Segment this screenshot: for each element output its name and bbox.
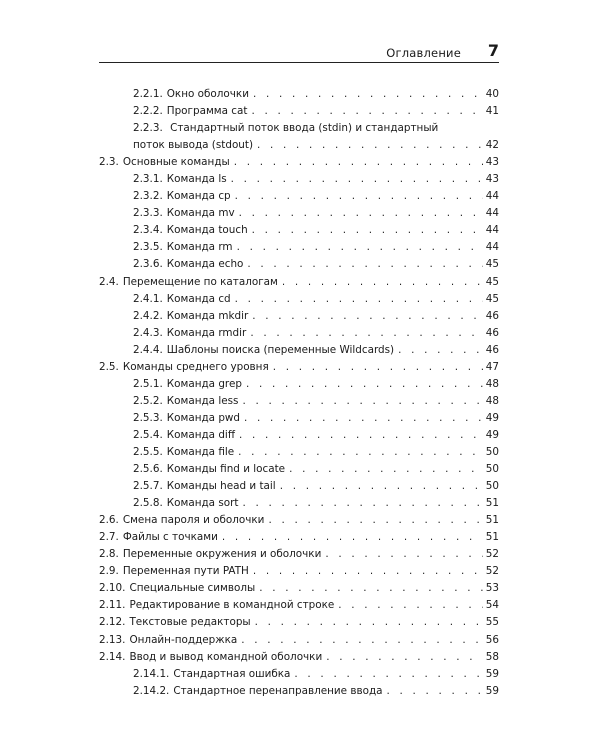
toc-title: Команда file <box>166 445 235 458</box>
toc-page: 41 <box>485 105 499 118</box>
toc-number: 2.3.6. <box>133 258 163 271</box>
toc-entry[interactable] <box>99 86 499 103</box>
toc-page: 51 <box>485 531 499 544</box>
dot-leader <box>222 529 483 546</box>
dot-leader <box>252 222 483 239</box>
toc-entry[interactable] <box>99 632 499 649</box>
toc-page: 54 <box>485 599 499 612</box>
dot-leader <box>242 393 483 410</box>
toc-number: 2.2.3. <box>133 122 163 135</box>
dot-leader <box>280 478 483 495</box>
dot-leader <box>234 154 483 171</box>
dot-leader <box>235 188 483 205</box>
toc-title: Команда ls <box>166 173 227 186</box>
toc-number: 2.3. <box>99 156 119 169</box>
toc-title: Команда echo <box>166 258 244 271</box>
dot-leader <box>253 86 483 103</box>
dot-leader <box>325 546 483 563</box>
toc-entry[interactable] <box>99 308 499 325</box>
toc-page: 45 <box>485 275 499 288</box>
toc-number: 2.4.2. <box>133 309 163 322</box>
toc-number: 2.5.8. <box>133 497 163 510</box>
dot-leader <box>251 103 483 120</box>
toc-entry[interactable] <box>99 512 499 529</box>
toc-title: Команда sort <box>166 497 239 510</box>
toc-title: Основные команды <box>122 156 230 169</box>
toc-number: 2.5.3. <box>133 411 163 424</box>
toc-number: 2.3.3. <box>133 207 163 220</box>
toc-page: 52 <box>485 548 499 561</box>
toc-number: 2.3.1. <box>133 173 163 186</box>
toc-page: 44 <box>485 241 499 254</box>
dot-leader <box>244 410 483 427</box>
dot-leader <box>250 325 483 342</box>
toc-title: Команда diff <box>166 428 235 441</box>
toc-number: 2.4.1. <box>133 292 163 305</box>
dot-leader <box>398 342 483 359</box>
toc-entry[interactable] <box>99 614 499 631</box>
toc-title: Команда mkdir <box>166 309 249 322</box>
toc-entry[interactable] <box>99 256 499 273</box>
dot-leader <box>268 512 483 529</box>
toc-number: 2.3.2. <box>133 190 163 203</box>
toc-page: 53 <box>485 582 499 595</box>
dot-leader <box>252 308 483 325</box>
toc-number: 2.2.2. <box>133 105 163 118</box>
toc-page: 52 <box>485 565 499 578</box>
toc-entry[interactable] <box>99 222 499 239</box>
toc-number: 2.5.7. <box>133 480 163 493</box>
dot-leader <box>294 666 483 683</box>
toc-number: 2.3.5. <box>133 241 163 254</box>
toc-entry[interactable] <box>99 154 499 171</box>
dot-leader <box>338 597 483 614</box>
toc-page: 43 <box>485 156 499 169</box>
toc-number: 2.12. <box>99 616 126 629</box>
toc-page: 46 <box>485 309 499 322</box>
toc-title: Команда cd <box>166 292 231 305</box>
toc-page: 50 <box>485 480 499 493</box>
toc-title: Переменная пути PATH <box>122 565 249 578</box>
table-of-contents <box>99 86 499 700</box>
toc-entry[interactable] <box>99 325 499 342</box>
toc-entry[interactable] <box>99 171 499 188</box>
toc-entry[interactable] <box>99 495 499 512</box>
toc-page: 42 <box>485 139 499 152</box>
toc-page: 40 <box>485 88 499 100</box>
toc-entry[interactable] <box>99 461 499 478</box>
toc-number: 2.4. <box>99 275 119 288</box>
toc-page: 51 <box>485 497 499 510</box>
toc-page: 55 <box>485 616 499 629</box>
toc-page: 45 <box>485 292 499 305</box>
toc-entry[interactable] <box>99 205 499 222</box>
toc-entry[interactable] <box>99 239 499 256</box>
toc-page: 47 <box>485 360 499 373</box>
toc-title: Перемещение по каталогам <box>122 275 278 288</box>
toc-title: Онлайн-поддержка <box>129 633 238 646</box>
dot-leader <box>282 274 483 291</box>
toc-title: Ввод и вывод командной оболочки <box>129 650 323 663</box>
dot-leader <box>231 171 483 188</box>
toc-entry[interactable] <box>99 478 499 495</box>
toc-entry[interactable] <box>99 563 499 580</box>
toc-entry[interactable] <box>99 427 499 444</box>
toc-number: 2.5.2. <box>133 394 163 407</box>
dot-leader <box>255 614 483 631</box>
toc-page: 46 <box>485 326 499 339</box>
toc-title: Смена пароля и оболочки <box>122 514 265 527</box>
toc-page: 58 <box>485 650 499 663</box>
toc-number: 2.9. <box>99 565 119 578</box>
toc-number: 2.2.1. <box>133 88 163 100</box>
dot-leader <box>239 205 483 222</box>
toc-page: 59 <box>485 684 499 697</box>
dot-leader <box>237 239 483 256</box>
toc-title: Команды среднего уровня <box>122 360 269 373</box>
page-number: 7 <box>487 41 499 60</box>
toc-page: 48 <box>485 377 499 390</box>
toc-number: 2.6. <box>99 514 119 527</box>
dot-leader <box>289 461 483 478</box>
toc-number: 2.4.3. <box>133 326 163 339</box>
toc-entry[interactable] <box>99 410 499 427</box>
toc-number: 2.10. <box>99 582 126 595</box>
dot-leader <box>273 359 483 376</box>
toc-number: 2.5. <box>99 360 119 373</box>
toc-number: 2.4.4. <box>133 343 163 356</box>
toc-entry[interactable] <box>99 546 499 563</box>
toc-title: Команда grep <box>166 377 242 390</box>
toc-title: Стандартная ошибка <box>173 667 291 680</box>
toc-title: Команда pwd <box>166 411 241 424</box>
dot-leader <box>241 632 483 649</box>
dot-leader <box>247 256 483 273</box>
dot-leader <box>239 427 483 444</box>
toc-entry[interactable] <box>99 291 499 308</box>
toc-title: Команда cp <box>166 190 231 203</box>
toc-title: Окно оболочки <box>166 88 249 100</box>
toc-number: 2.8. <box>99 548 119 561</box>
toc-page: 49 <box>485 428 499 441</box>
running-head: Оглавление <box>386 46 461 60</box>
toc-page: 48 <box>485 394 499 407</box>
toc-number: 2.13. <box>99 633 126 646</box>
toc-page: 44 <box>485 207 499 220</box>
toc-page: 56 <box>485 633 499 646</box>
toc-entry[interactable] <box>99 649 499 666</box>
toc-title: Переменные окружения и оболочки <box>122 548 322 561</box>
toc-page: 49 <box>485 411 499 424</box>
toc-entry[interactable] <box>99 597 499 614</box>
toc-page: 45 <box>485 258 499 271</box>
toc-entry[interactable] <box>99 683 499 700</box>
dot-leader <box>235 291 483 308</box>
toc-page: 59 <box>485 667 499 680</box>
toc-entry[interactable] <box>99 444 499 461</box>
dot-leader <box>259 580 483 597</box>
toc-title: Текстовые редакторы <box>129 616 251 629</box>
toc-number: 2.5.6. <box>133 463 163 476</box>
toc-page: 44 <box>485 224 499 237</box>
toc-number: 2.14.1. <box>133 667 170 680</box>
toc-title: Команды find и locate <box>166 463 286 476</box>
toc-entry[interactable] <box>99 666 499 683</box>
toc-page: 44 <box>485 190 499 203</box>
toc-number: 2.11. <box>99 599 126 612</box>
toc-entry[interactable] <box>99 529 499 546</box>
toc-page: 51 <box>485 514 499 527</box>
toc-title: Команда mv <box>166 207 235 220</box>
dot-leader <box>387 683 483 700</box>
toc-title: Стандартный поток ввода (stdin) и стандартный <box>170 122 439 135</box>
toc-entry[interactable] <box>99 376 499 393</box>
toc-entry[interactable] <box>99 188 499 205</box>
toc-entry[interactable] <box>99 274 499 291</box>
toc-title: Специальные символы <box>129 582 256 595</box>
toc-number: 2.5.1. <box>133 377 163 390</box>
dot-leader <box>257 137 483 154</box>
toc-entry[interactable] <box>99 120 499 154</box>
toc-title: Команда rm <box>166 241 233 254</box>
dot-leader <box>253 563 483 580</box>
toc-number: 2.14.2. <box>133 684 170 697</box>
toc-entry[interactable] <box>99 342 499 359</box>
toc-page: 43 <box>485 173 499 186</box>
page-header <box>99 40 499 63</box>
toc-title: Редактирование в командной строке <box>129 599 335 612</box>
toc-title: Стандартное перенаправление ввода <box>173 684 383 697</box>
toc-page: 46 <box>485 343 499 356</box>
toc-title: Команды head и tail <box>166 480 276 493</box>
toc-title-continued: поток вывода (stdout) <box>133 139 254 152</box>
toc-number: 2.5.4. <box>133 428 163 441</box>
toc-title: Шаблоны поиска (переменные Wildcards) <box>166 343 395 356</box>
dot-leader <box>246 376 483 393</box>
toc-title: Программа cat <box>166 105 248 118</box>
toc-entry[interactable] <box>99 103 499 120</box>
toc-page: 50 <box>485 463 499 476</box>
toc-entry[interactable] <box>99 359 499 376</box>
dot-leader <box>238 444 483 461</box>
toc-title: Команда less <box>166 394 239 407</box>
toc-entry[interactable] <box>99 580 499 597</box>
toc-number: 2.7. <box>99 531 119 544</box>
toc-number: 2.14. <box>99 650 126 663</box>
toc-title: Команда rmdir <box>166 326 247 339</box>
toc-number: 2.5.5. <box>133 445 163 458</box>
dot-leader <box>326 649 483 666</box>
dot-leader <box>242 495 483 512</box>
toc-page: 50 <box>485 445 499 458</box>
toc-title: Команда touch <box>166 224 248 237</box>
toc-number: 2.3.4. <box>133 224 163 237</box>
toc-entry[interactable] <box>99 393 499 410</box>
toc-title: Файлы с точками <box>122 531 218 544</box>
